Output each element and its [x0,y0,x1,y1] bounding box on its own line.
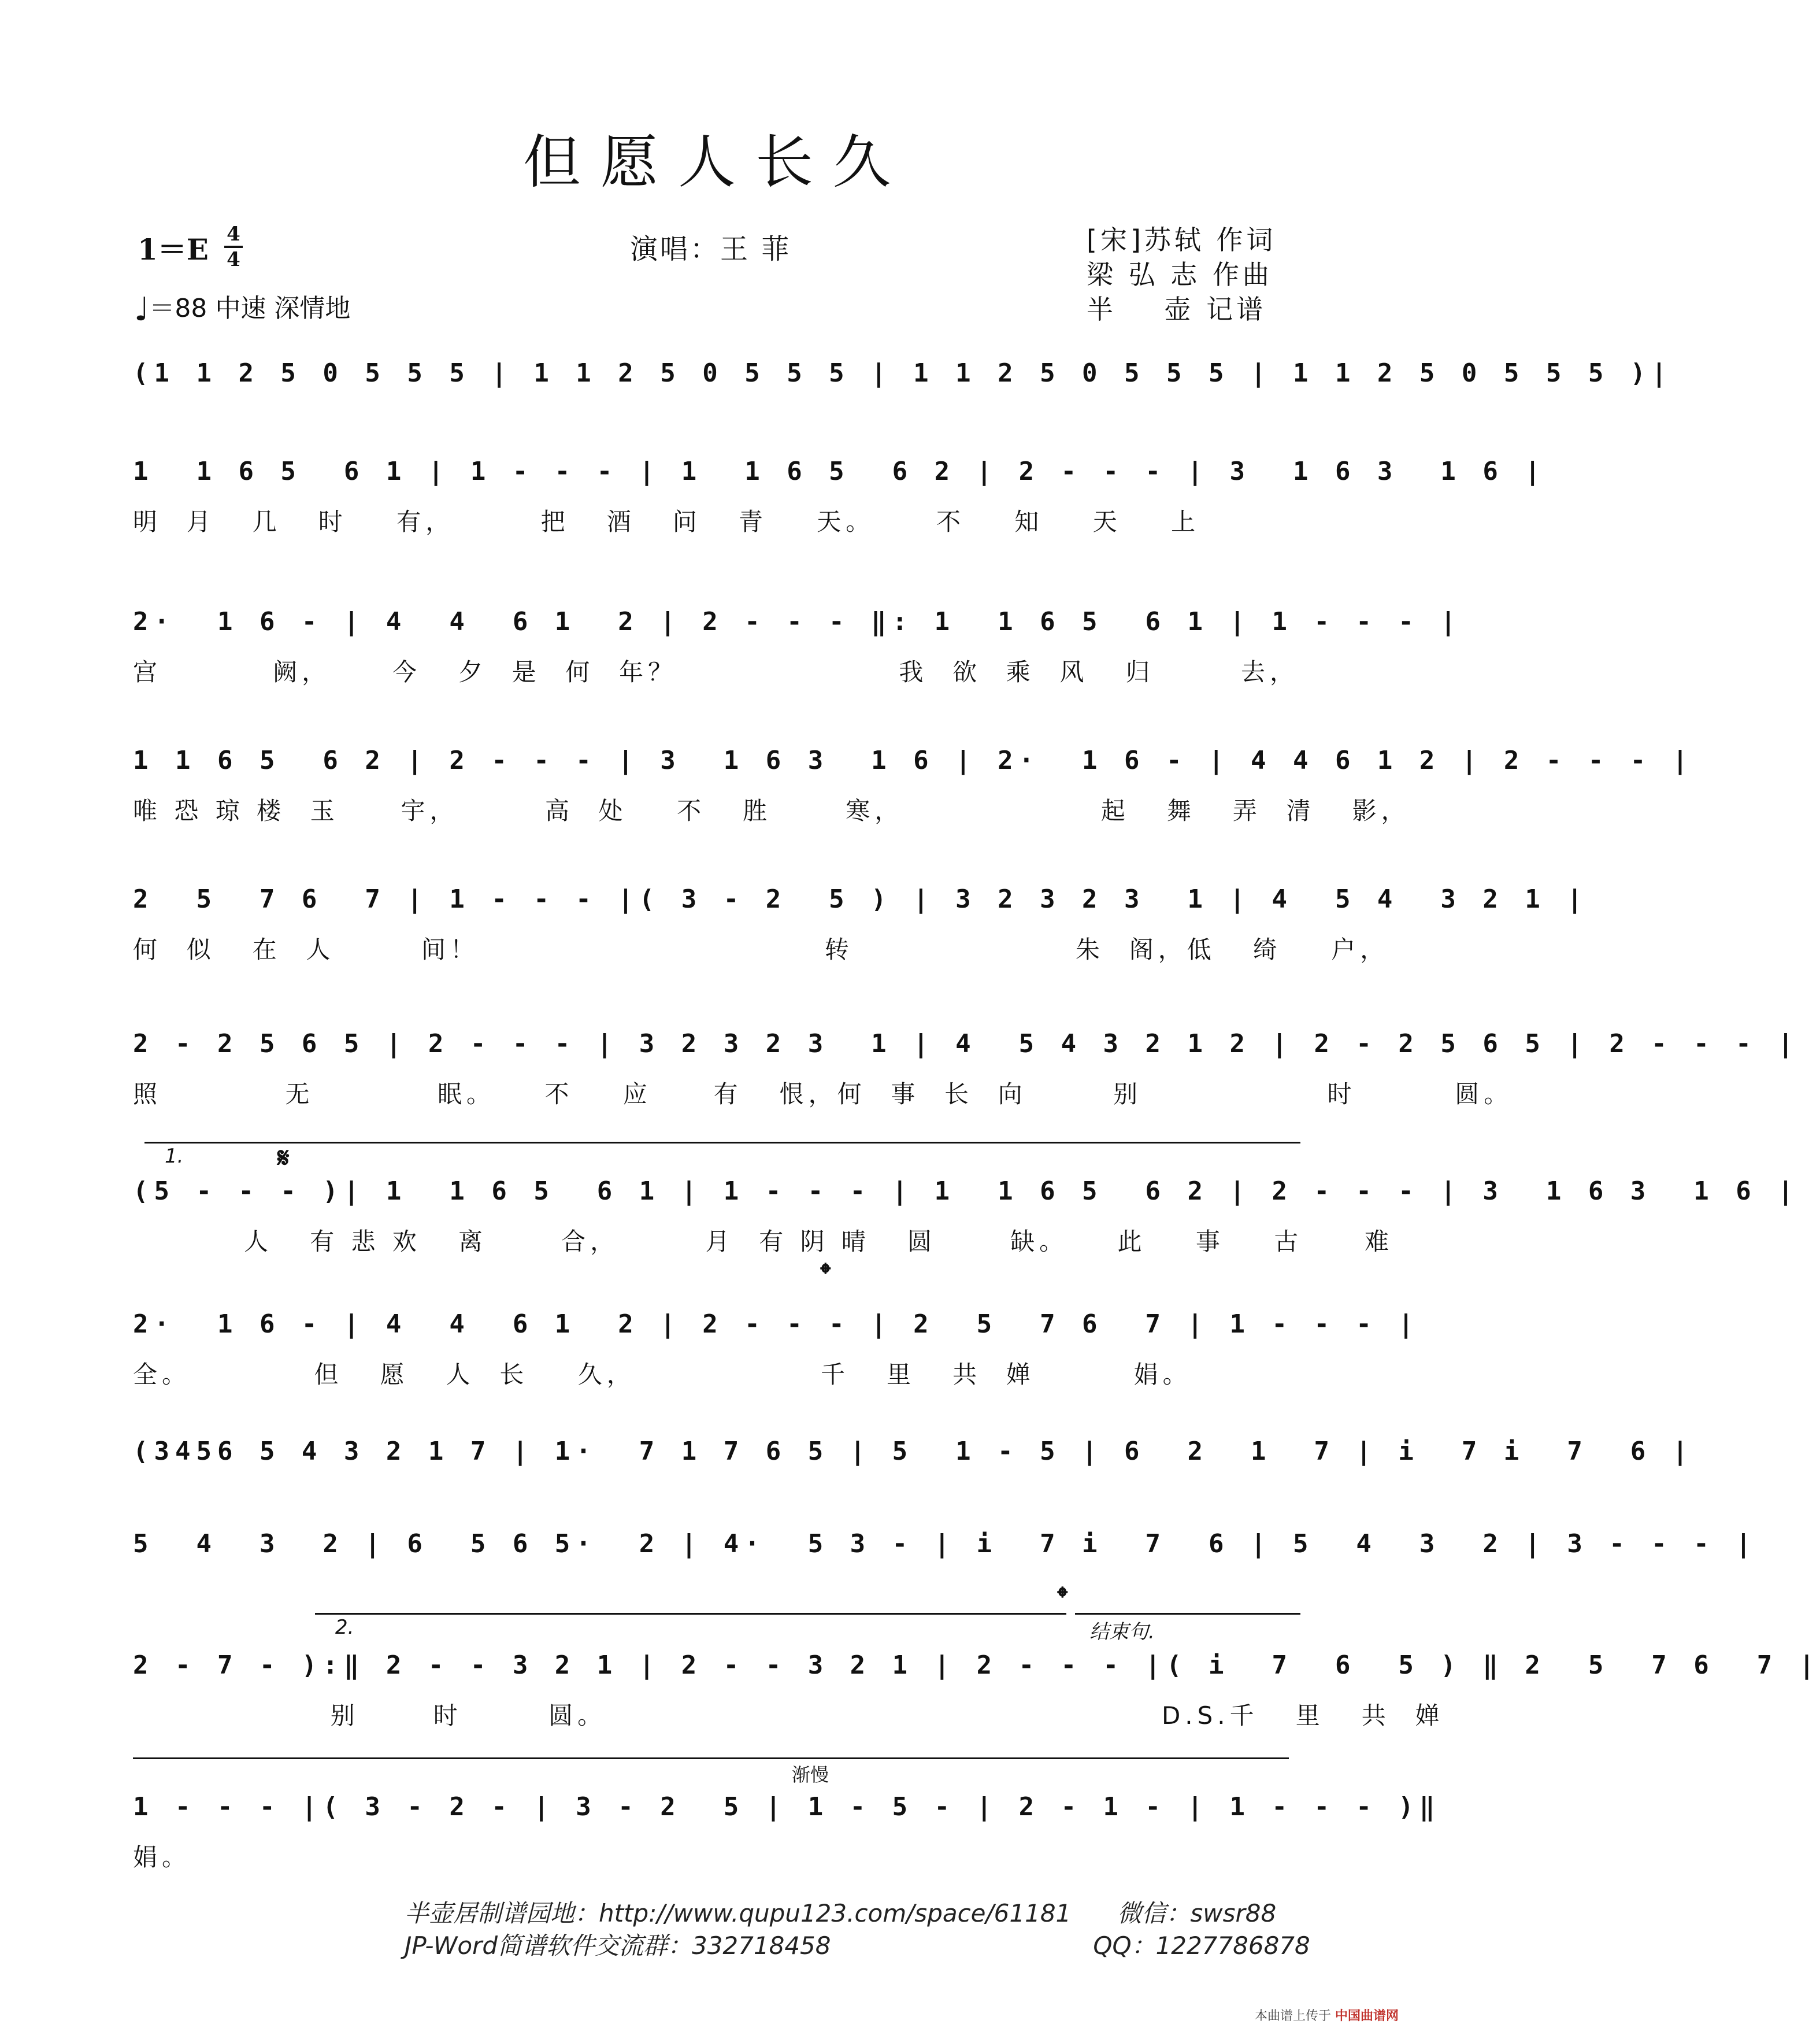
coda-sign-2: 𝄌 [1058,1581,1067,1613]
stamp-brand: 中国曲谱网 [1335,2009,1399,2023]
lyric-line: 明 月 几 时 有， 把 酒 问 青 天。 不 知 天 上 [133,508,1200,536]
composer-credit: 梁 弘 志 作曲 [1087,259,1273,290]
song-title: 但愿人长久 [523,128,910,196]
volta-bracket-1 [144,1142,1300,1143]
lyric-line: 何 似 在 人 间！ 转 朱 阁，低 绮 户， [133,935,1389,964]
notation-line: (5 - - - )| 1 1 6 5 6 1 | 1 - - - | 1 1 6 5 6 2 | 2 - - - | 3 1 6 3 1 6 | [133,1176,1799,1206]
notation-line: 1 1 6 5 6 2 | 2 - - - | 3 1 6 3 1 6 | 2· 1 6 - | 4 4 6 1 2 | 2 - - - | [133,746,1694,775]
quarter-note-icon: ♩ [134,291,150,328]
meter-top: 4 [227,223,240,246]
volta-bracket-2 [315,1613,1066,1615]
notation-line: (3456 5 4 3 2 1 7 | 1· 7 1 7 6 5 | 5 1 - 5 | 6 2 1 7 | i 7 i 7 6 | [133,1437,1694,1466]
coda-sign: 𝄌 [821,1257,831,1290]
notation-line: 2 - 2 5 6 5 | 2 - - - | 3 2 3 2 3 1 | 4 5 4 3 2 1 2 | 2 - 2 5 6 5 | 2 - - - | [133,1029,1799,1059]
volta-2-label: 2. [335,1616,354,1639]
lyric-line: 别 时 圆。 D.S.千 里 共 婵 [133,1701,1444,1730]
notation-line: 2 5 7 6 7 | 1 - - - |( 3 - 2 5 ) | 3 2 3 2 3 1 | 4 5 4 3 2 1 | [133,885,1588,914]
meter-bottom: 4 [227,248,240,271]
singer-credit: 演唱：王 菲 [630,233,792,265]
notation-line: 2· 1 6 - | 4 4 6 1 2 | 2 - - - | 2 5 7 6 7 | 1 - - - | [133,1309,1419,1339]
author-credits [1087,223,1277,327]
footer-credits [405,1897,1310,1962]
lyric-line: 唯 恐 琼 楼 玉 宇， 高 处 不 胜 寒， 起 舞 弄 清 影， [133,797,1410,825]
volta-1-label: 1. [165,1145,184,1168]
notation-line: 1 - - - |( 3 - 2 - | 3 - 2 5 | 1 - 5 - | 2 - 1 - | 1 - - - )‖ [133,1792,1441,1822]
notation-line: 5 4 3 2 | 6 5 6 5· 2 | 4· 5 3 - | i 7 i 7 6 | 5 4 3 2 | 3 - - - | [133,1529,1757,1559]
notation-line: (1 1 2 5 0 5 5 5 | 1 1 2 5 0 5 5 5 | 1 1 2 5 0 5 5 5 | 1 1 2 5 0 5 5 5 )| [133,358,1673,388]
time-signature [223,223,244,271]
notation-line: 2· 1 6 - | 4 4 6 1 2 | 2 - - - ‖: 1 1 6 5 6 1 | 1 - - - | [133,607,1462,636]
lyric-line: 照 无 眠。 不 应 有 恨，何 事 长 向 别 时 圆。 [133,1080,1513,1108]
upload-stamp [1255,2006,1399,2024]
footer-line-2: JP-Word简谱软件交流群：332718458 QQ：1227786878 [405,1931,1310,1960]
ending-label: 结束句. [1089,1620,1155,1644]
ending-bracket [1075,1613,1300,1615]
segno-sign: 𝄋 [277,1142,290,1174]
lyric-line: 娟。 [133,1843,191,1871]
footer-line-1: 半壶居制谱园地：http://www.qupu123.com/space/61181 微信：swsr88 [405,1899,1277,1927]
stamp-prefix: 本曲谱上传于 [1254,2009,1331,2023]
notation-line: 2 - 7 - ):‖ 2 - - 3 2 1 | 2 - - 3 2 1 | 2 - - - |( i 7 6 5 ) ‖ 2 5 7 6 7 | [133,1650,1820,1680]
lyric-line: 全。 但 愿 人 长 久， 千 里 共 婵 娟。 [133,1360,1192,1389]
tempo-marking [134,287,350,328]
key-signature: 1＝E [138,232,209,267]
lyric-line: 人 有 悲 欢 离 合， 月 有 阴 晴 圆 缺。 此 事 古 难 [133,1227,1394,1256]
transcriber-credit: 半 壶 记谱 [1087,294,1267,325]
tempo-change-mark: 渐慢 [792,1764,829,1786]
notation-line: 1 1 6 5 6 1 | 1 - - - | 1 1 6 5 6 2 | 2 - - - | 3 1 6 3 1 6 | [133,457,1546,486]
tempo-text: ＝88 中速 深情地 [149,294,351,323]
lyricist-credit: [宋]苏轼 作词 [1087,224,1277,256]
final-bracket [133,1757,1289,1759]
lyric-line: 宫 阙， 今 夕 是 何 年？ 我 欲 乘 风 归 去， [133,658,1299,686]
